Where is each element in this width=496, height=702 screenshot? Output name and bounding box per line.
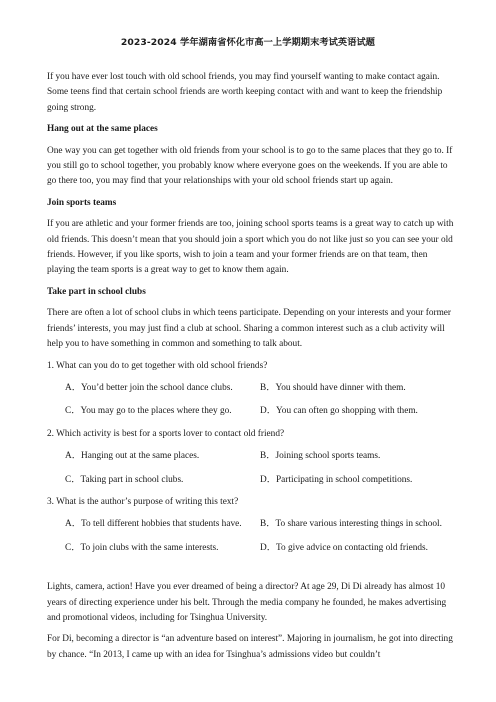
option-c[interactable]: C．To join clubs with the same interests. [65, 542, 219, 553]
question-options [65, 517, 455, 556]
passage-paragraph: For Di, becoming a director is “an adventure based on interest”. Majoring in journalism, he got into directing by chance. “In 2013, I came up with an idea for Tsinghua’s admissions video but couldn’t [47, 634, 453, 660]
option-d[interactable]: D．You can often go shopping with them. [260, 406, 418, 417]
document-title: 2023-2024 学年湖南省怀化市高一上学期期末考试英语试题 [120, 37, 376, 48]
question-options [65, 449, 455, 488]
option-a[interactable]: A．Hanging out at the same places. [65, 451, 200, 462]
question-stem: 3. What is the author’s purpose of writing this text? [47, 496, 239, 507]
option-b[interactable]: B．Joining school sports teams. [260, 451, 381, 462]
option-a[interactable]: A．To tell different hobbies that students have. [65, 519, 242, 530]
question-options [65, 381, 455, 420]
question-stem: 2. Which activity is best for a sports lover to contact old friend? [47, 428, 285, 439]
option-a[interactable]: A．You’d better join the school dance clubs. [65, 382, 233, 393]
option-d[interactable]: D．To give advice on contacting old friends. [260, 542, 428, 553]
option-b[interactable]: B．To share various interesting things in school. [260, 519, 442, 530]
section-paragraph: One way you can get together with old friends from your school is to go to the same places that they go to. If you still go to school together, you probably know where everyone goes on the weekends. If you are able to go there too, you may find that your relationships with your old school friends start up again. [47, 145, 453, 187]
section-paragraph: There are often a lot of school clubs in which teens participate. Depending on your interests and your former friends’ interests, you may just find a club at school. Sharing a common interest such as a club activity will help you to have something in common and something to talk about. [47, 308, 452, 350]
section-heading: Hang out at the same places [47, 124, 158, 135]
section-heading: Take part in school clubs [47, 286, 146, 297]
passage-paragraph: Lights, camera, action! Have you ever dreamed of being a director? At age 29, Di Di already has almost 10 years of directing experience under his belt. Through the media company he founded, he makes advertising and promotional videos, including for Tsinghua University. [47, 582, 447, 623]
option-c[interactable]: C．You may go to the places where they go. [65, 406, 232, 417]
section-heading: Join sports teams [47, 197, 117, 208]
question-stem: 1. What can you do to get together with old school friends? [47, 360, 268, 371]
document-body [47, 70, 455, 663]
option-c[interactable]: C．Taking part in school clubs. [65, 474, 184, 485]
section-paragraph: If you are athletic and your former friends are too, joining school sports teams is a great way to catch up with old friends. This doesn’t mean that you should join a sport which you do not like just so you can see your old friends. However, if you like sports, wish to join a team and your former friends are on that team, then playing the team sports is a great way to get to know them again. [47, 219, 454, 276]
intro-paragraph: If you have ever lost touch with old school friends, you may find yourself wanting to make contact again. Some teens find that certain school friends are worth keeping contact with and want to keep the friendship going strong. [47, 72, 443, 113]
option-b[interactable]: B．You should have dinner with them. [260, 382, 406, 393]
option-d[interactable]: D．Participating in school competitions. [260, 474, 413, 485]
